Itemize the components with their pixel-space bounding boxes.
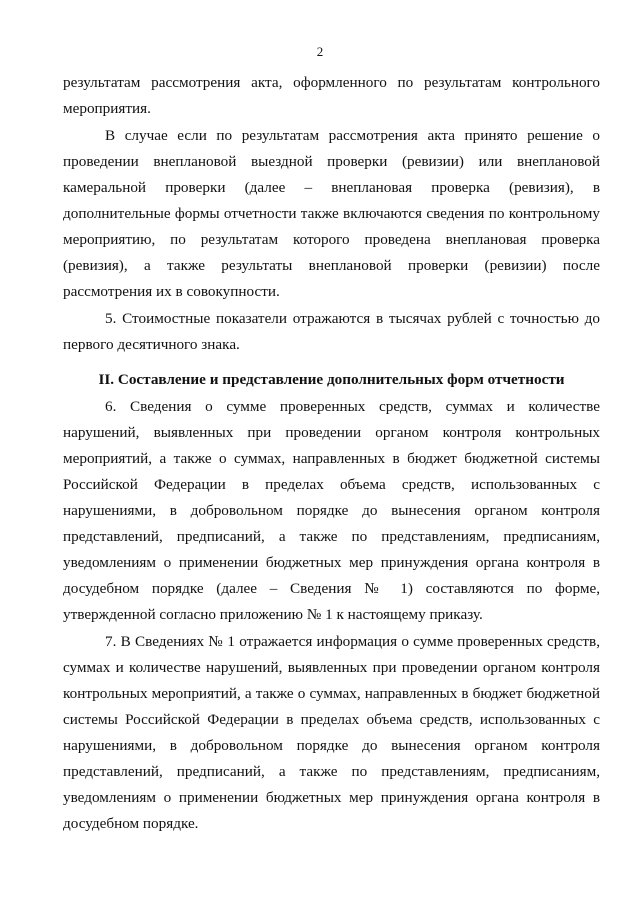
page-number: 2 [316,44,324,59]
section-heading: II. Составление и представление дополнительных форм отчетности [98,371,565,388]
paragraph-item-5: 5. Стоимостные показатели отражаются в тысячах рублей с точностью до первого десятичного знака. [63,310,600,353]
paragraph-item-6: 6. Сведения о сумме проверенных средств, суммах и количестве нарушений, выявленных при проведении органом контроля контрольных мероприятий, а также о суммах, направленных в бюджет бюджетной системы Российской Федерации в пределах объема средств, использованных с нарушениями, в добровольном порядке до вынесения органом контроля представлений, предписаний, а также по представлениям, предписаниям, уведомлениям о применении бюджетных мер принуждения органа контроля в досудебном порядке (далее – Сведения № 1) составляются по форме, утвержденной согласно приложению № 1 к настоящему приказу. [63,398,600,623]
paragraph-continuation: результатам рассмотрения акта, оформленного по результатам контрольного мероприятия. [63,74,600,117]
document-body [63,70,600,837]
paragraph-unplanned-inspection: В случае если по результатам рассмотрения акта принято решение о проведении внеплановой выездной проверки (ревизии) или внеплановой камеральной проверки (далее – внеплановая проверка (ревизия), в дополнительные формы отчетности также включаются сведения по контрольному мероприятию, по результатам которого проведена внеплановая проверка (ревизия), а также результаты внеплановой проверки (ревизии) после рассмотрения их в совокупности. [63,127,600,300]
paragraph-item-7: 7. В Сведениях № 1 отражается информация о сумме проверенных средств, суммах и количестве нарушений, выявленных при проведении органом контроля контрольных мероприятий, а также о суммах, направленных в бюджет бюджетной системы Российской Федерации в пределах объема средств, использованных с нарушениями, в добровольном порядке до вынесения органом контроля представлений, предписаний, а также по представлениям, предписаниям, уведомлениям о применении бюджетных мер принуждения органа контроля в досудебном порядке. [63,633,600,832]
